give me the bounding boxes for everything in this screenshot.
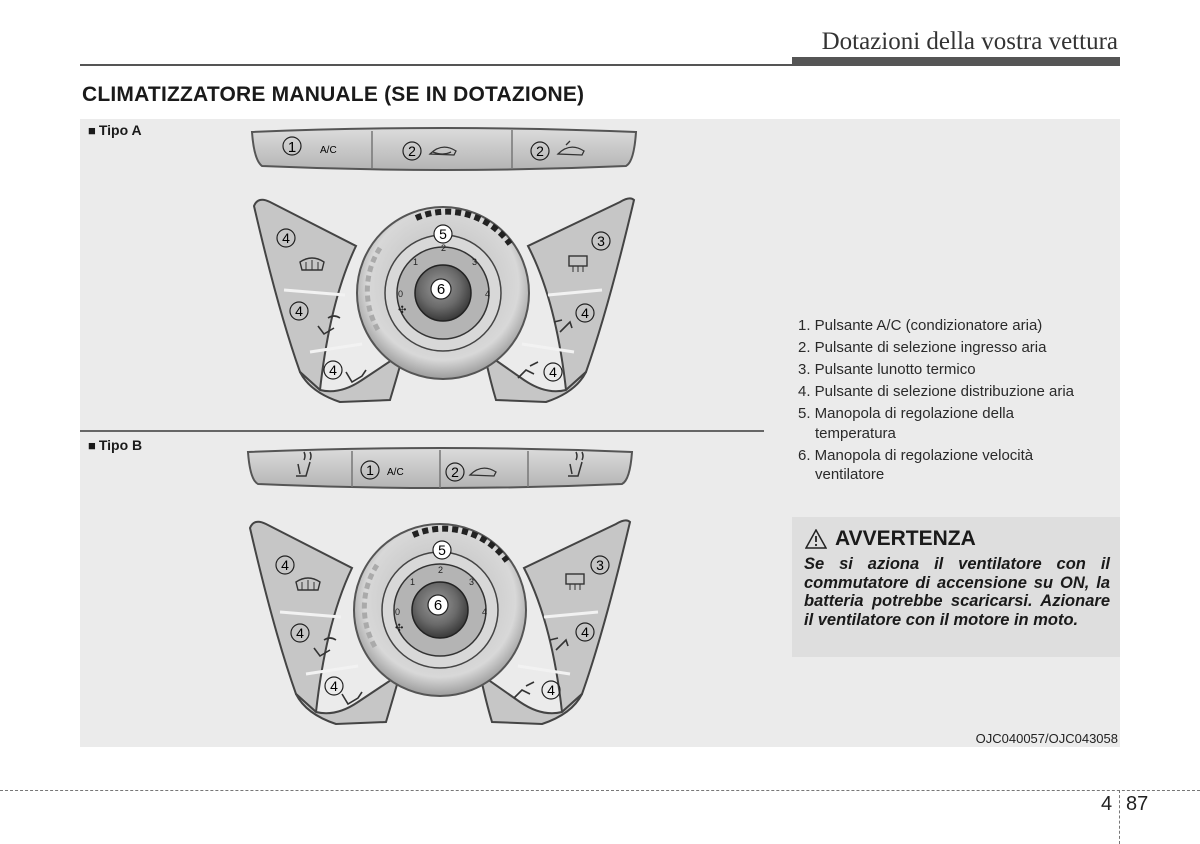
ac-label: A/C [320, 145, 337, 156]
section-title: CLIMATIZZATORE MANUALE (SE IN DOTAZIONE) [82, 83, 585, 106]
tipo-b-label: ■ Tipo B [88, 437, 143, 453]
tipo-a-label: ■ Tipo A [88, 122, 142, 138]
legend-item: 2. Pulsante di selezione ingresso aria [798, 339, 1047, 356]
svg-text:0: 0 [395, 607, 401, 617]
ac-label: A/C [387, 467, 404, 478]
svg-text:4: 4 [295, 303, 303, 319]
svg-text:2: 2 [408, 143, 416, 159]
warning-triangle-icon [805, 529, 827, 549]
tipo-a-button-strip [252, 128, 636, 170]
legend-item: 1. Pulsante A/C (condizionatore aria) [798, 317, 1043, 334]
svg-text:4: 4 [282, 230, 290, 246]
svg-text:4: 4 [482, 607, 488, 617]
svg-text:4: 4 [485, 289, 491, 299]
callout-1: 1 [287, 139, 297, 156]
tipo-a-knob[interactable] [357, 207, 529, 379]
warning-title: AVVERTENZA [835, 527, 976, 550]
svg-text:2: 2 [536, 143, 544, 159]
page-number: 87 [1126, 793, 1149, 815]
svg-text:2: 2 [438, 565, 444, 575]
page-chapter-number: 4 [1101, 793, 1113, 815]
tipo-b-knob[interactable] [354, 524, 526, 696]
callout-6: 6 [436, 281, 446, 298]
legend-list [798, 316, 1088, 487]
svg-text:4: 4 [549, 364, 557, 380]
svg-text:1: 1 [410, 577, 416, 587]
svg-text:4: 4 [581, 624, 589, 640]
chapter-title: Dotazioni della vostra vettura [821, 28, 1118, 55]
tipo-b-button-strip [248, 448, 632, 488]
svg-text:3: 3 [596, 557, 604, 573]
footer-dashed-line [0, 790, 1200, 791]
svg-text:4: 4 [330, 678, 338, 694]
callout-5: 5 [439, 226, 447, 242]
svg-text:0: 0 [398, 289, 404, 299]
svg-text:4: 4 [581, 305, 589, 321]
vent-face-feet-icon [518, 362, 538, 378]
warning-body: Se si aziona il ventilatore con il commutatore di accensione su ON, la batteria potrebbe scaricarsi. Azionare il ventilatore con il motore in moto. [804, 555, 1110, 629]
warning-box [792, 517, 1120, 657]
svg-text:3: 3 [597, 233, 605, 249]
image-code: OJC040057/OJC043058 [975, 731, 1118, 746]
svg-text:2: 2 [441, 243, 447, 253]
legend-item: 4. Pulsante di selezione distribuzione aria [798, 383, 1074, 400]
svg-text:4: 4 [281, 557, 289, 573]
callout-5: 5 [438, 542, 446, 558]
legend-item: 3. Pulsante lunotto termico [798, 361, 976, 378]
svg-text:1: 1 [413, 257, 419, 267]
fan-icon: ✣ [395, 623, 404, 634]
svg-text:1: 1 [366, 462, 374, 478]
fan-icon: ✣ [398, 305, 407, 316]
legend-item: 5. Manopola di regolazione della temperatura [798, 405, 1014, 442]
legend-item: 6. Manopola di regolazione velocità ventilatore [798, 446, 1034, 483]
svg-text:3: 3 [469, 577, 475, 587]
footer-dashed-divider [1119, 790, 1120, 844]
svg-text:4: 4 [547, 682, 555, 698]
svg-text:4: 4 [329, 362, 337, 378]
svg-text:3: 3 [472, 257, 478, 267]
svg-text:2: 2 [451, 464, 459, 480]
svg-text:4: 4 [296, 625, 304, 641]
callout-6: 6 [433, 597, 443, 614]
vent-face-feet-icon [514, 682, 534, 698]
